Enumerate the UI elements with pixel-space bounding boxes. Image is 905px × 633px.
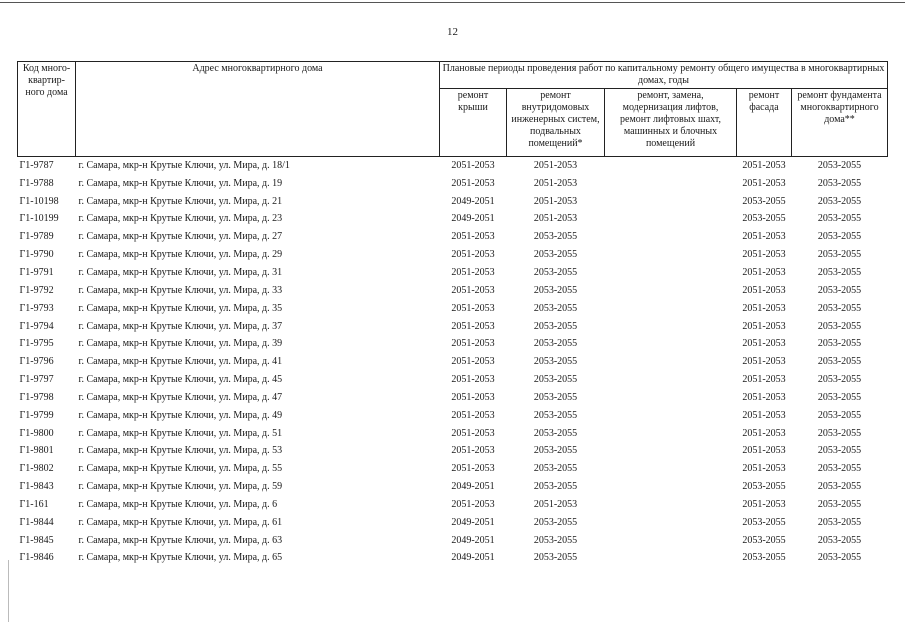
row-lifts-period (605, 514, 737, 532)
row-foundation-period: 2053-2055 (817, 177, 862, 189)
row-address: г. Самара, мкр-н Крутые Ключи, ул. Мира, д. 18/1 (78, 159, 290, 171)
table-row (18, 353, 888, 371)
row-lifts-period (605, 193, 737, 211)
row-roof-period: 2049-2051 (451, 481, 495, 493)
table-row (18, 425, 888, 443)
row-systems-period: 2053-2055 (533, 231, 578, 243)
row-roof-period: 2051-2053 (451, 445, 495, 457)
row-facade-period: 2051-2053 (742, 427, 786, 439)
row-facade-period: 2051-2053 (742, 231, 786, 243)
row-address: г. Самара, мкр-н Крутые Ключи, ул. Мира, д. 45 (78, 374, 283, 386)
row-systems-period: 2053-2055 (533, 463, 578, 475)
table-header (18, 62, 888, 157)
row-code: Г1-9799 (19, 409, 54, 421)
row-roof-period: 2051-2053 (451, 249, 495, 261)
top-rule (0, 2, 905, 3)
row-facade-period: 2051-2053 (742, 284, 786, 296)
row-facade-period: 2051-2053 (742, 320, 786, 332)
row-code: Г1-9791 (19, 266, 54, 278)
table-row (18, 371, 888, 389)
row-lifts-period (605, 371, 737, 389)
row-lifts-period (605, 496, 737, 514)
row-roof-period: 2051-2053 (451, 159, 495, 171)
row-code: Г1-9787 (19, 159, 54, 171)
table-row (18, 550, 888, 568)
row-facade-period: 2051-2053 (742, 409, 786, 421)
row-lifts-period (605, 211, 737, 229)
row-address: г. Самара, мкр-н Крутые Ключи, ул. Мира, д. 31 (78, 266, 283, 278)
row-foundation-period: 2053-2055 (817, 427, 862, 439)
row-code: Г1-9790 (19, 249, 54, 261)
table-row (18, 193, 888, 211)
row-foundation-period: 2053-2055 (817, 213, 862, 225)
row-systems-period: 2053-2055 (533, 249, 578, 261)
row-code: Г1-9788 (19, 177, 54, 189)
row-facade-period: 2053-2055 (742, 516, 786, 528)
row-lifts-period (605, 478, 737, 496)
row-foundation-period: 2053-2055 (817, 231, 862, 243)
table-row (18, 211, 888, 229)
row-foundation-period: 2053-2055 (817, 195, 862, 207)
row-facade-period: 2051-2053 (742, 356, 786, 368)
row-systems-period: 2053-2055 (533, 391, 578, 403)
row-address: г. Самара, мкр-н Крутые Ключи, ул. Мира, д. 29 (78, 249, 283, 261)
row-foundation-period: 2053-2055 (817, 552, 862, 564)
table-row (18, 514, 888, 532)
table-row (18, 300, 888, 318)
row-lifts-period (605, 335, 737, 353)
row-code: Г1-10198 (19, 195, 59, 207)
row-foundation-period: 2053-2055 (817, 445, 862, 457)
row-systems-period: 2051-2053 (533, 159, 578, 171)
row-systems-period: 2053-2055 (533, 284, 578, 296)
row-roof-period: 2049-2051 (451, 195, 495, 207)
row-foundation-period: 2053-2055 (817, 302, 862, 314)
row-systems-period: 2053-2055 (533, 445, 578, 457)
row-roof-period: 2051-2053 (451, 374, 495, 386)
row-roof-period: 2049-2051 (451, 213, 495, 225)
row-address: г. Самара, мкр-н Крутые Ключи, ул. Мира, д. 65 (78, 552, 283, 564)
row-lifts-period (605, 157, 737, 175)
row-systems-period: 2053-2055 (533, 516, 578, 528)
repair-schedule-table (17, 61, 888, 567)
header-systems: ремонт внутридомовых инженерных систем, подвальных помещений* (507, 89, 605, 157)
row-address: г. Самара, мкр-н Крутые Ключи, ул. Мира, д. 35 (78, 302, 283, 314)
table-row (18, 246, 888, 264)
table-row (18, 228, 888, 246)
row-lifts-period (605, 264, 737, 282)
row-address: г. Самара, мкр-н Крутые Ключи, ул. Мира, д. 41 (78, 356, 283, 368)
row-facade-period: 2053-2055 (742, 552, 786, 564)
row-code: Г1-9792 (19, 284, 54, 296)
row-lifts-period (605, 228, 737, 246)
row-code: Г1-9844 (19, 516, 54, 528)
row-code: Г1-9802 (19, 463, 54, 475)
row-roof-period: 2051-2053 (451, 302, 495, 314)
row-address: г. Самара, мкр-н Крутые Ключи, ул. Мира, д. 23 (78, 213, 283, 225)
row-systems-period: 2053-2055 (533, 302, 578, 314)
table-row (18, 407, 888, 425)
row-systems-period: 2051-2053 (533, 177, 578, 189)
row-roof-period: 2051-2053 (451, 463, 495, 475)
row-facade-period: 2053-2055 (742, 213, 786, 225)
row-facade-period: 2051-2053 (742, 338, 786, 350)
row-address: г. Самара, мкр-н Крутые Ключи, ул. Мира, д. 55 (78, 463, 283, 475)
header-code: Код много-квартир-ного дома (18, 62, 76, 157)
row-address: г. Самара, мкр-н Крутые Ключи, ул. Мира, д. 19 (78, 177, 283, 189)
row-systems-period: 2053-2055 (533, 374, 578, 386)
table-row (18, 460, 888, 478)
table-row (18, 532, 888, 550)
row-facade-period: 2053-2055 (742, 195, 786, 207)
row-foundation-period: 2053-2055 (817, 409, 862, 421)
row-lifts-period (605, 532, 737, 550)
row-lifts-period (605, 425, 737, 443)
row-roof-period: 2051-2053 (451, 266, 495, 278)
row-address: г. Самара, мкр-н Крутые Ключи, ул. Мира, д. 47 (78, 391, 283, 403)
row-systems-period: 2053-2055 (533, 534, 578, 546)
table-row (18, 443, 888, 461)
row-roof-period: 2051-2053 (451, 427, 495, 439)
row-code: Г1-9789 (19, 231, 54, 243)
row-systems-period: 2053-2055 (533, 481, 578, 493)
row-foundation-period: 2053-2055 (817, 320, 862, 332)
row-address: г. Самара, мкр-н Крутые Ключи, ул. Мира, д. 63 (78, 534, 283, 546)
row-roof-period: 2051-2053 (451, 320, 495, 332)
row-address: г. Самара, мкр-н Крутые Ключи, ул. Мира, д. 33 (78, 284, 283, 296)
row-facade-period: 2051-2053 (742, 463, 786, 475)
row-facade-period: 2051-2053 (742, 374, 786, 386)
row-facade-period: 2051-2053 (742, 159, 786, 171)
table-row (18, 157, 888, 175)
row-code: Г1-9845 (19, 534, 54, 546)
header-planned-periods: Плановые периоды проведения работ по капитальному ремонту общего имущества в многоквартирных домах, годы (440, 62, 888, 89)
row-lifts-period (605, 353, 737, 371)
row-facade-period: 2051-2053 (742, 445, 786, 457)
row-facade-period: 2051-2053 (742, 249, 786, 261)
row-roof-period: 2051-2053 (451, 409, 495, 421)
row-address: г. Самара, мкр-н Крутые Ключи, ул. Мира, д. 21 (78, 195, 283, 207)
row-foundation-period: 2053-2055 (817, 374, 862, 386)
header-lifts: ремонт, замена, модернизация лифтов, ремонт лифтовых шахт, машинных и блочных помещений (605, 89, 737, 157)
row-code: Г1-9796 (19, 356, 54, 368)
table-row (18, 282, 888, 300)
row-code: Г1-9846 (19, 552, 54, 564)
row-roof-period: 2051-2053 (451, 177, 495, 189)
row-roof-period: 2049-2051 (451, 516, 495, 528)
row-code: Г1-9793 (19, 302, 54, 314)
row-foundation-period: 2053-2055 (817, 159, 862, 171)
row-systems-period: 2053-2055 (533, 409, 578, 421)
row-systems-period: 2053-2055 (533, 338, 578, 350)
header-address: Адрес многоквартирного дома (76, 62, 440, 157)
row-systems-period: 2051-2053 (533, 195, 578, 207)
header-foundation: ремонт фундамента многоквартирного дома** (792, 89, 888, 157)
table-body (18, 157, 888, 568)
table-row (18, 318, 888, 336)
row-foundation-period: 2053-2055 (817, 481, 862, 493)
table-row (18, 335, 888, 353)
row-address: г. Самара, мкр-н Крутые Ключи, ул. Мира, д. 51 (78, 427, 283, 439)
row-facade-period: 2051-2053 (742, 498, 786, 510)
row-code: Г1-10199 (19, 213, 59, 225)
row-address: г. Самара, мкр-н Крутые Ключи, ул. Мира, д. 61 (78, 516, 283, 528)
row-foundation-period: 2053-2055 (817, 266, 862, 278)
row-systems-period: 2053-2055 (533, 320, 578, 332)
row-code: Г1-9798 (19, 391, 54, 403)
row-foundation-period: 2053-2055 (817, 356, 862, 368)
page-number: 12 (447, 26, 458, 38)
row-address: г. Самара, мкр-н Крутые Ключи, ул. Мира, д. 6 (78, 498, 278, 510)
row-foundation-period: 2053-2055 (817, 391, 862, 403)
row-lifts-period (605, 443, 737, 461)
row-foundation-period: 2053-2055 (817, 338, 862, 350)
row-foundation-period: 2053-2055 (817, 516, 862, 528)
row-code: Г1-9797 (19, 374, 54, 386)
table-row (18, 478, 888, 496)
row-roof-period: 2051-2053 (451, 498, 495, 510)
table-row (18, 496, 888, 514)
row-code: Г1-9801 (19, 445, 54, 457)
row-foundation-period: 2053-2055 (817, 534, 862, 546)
row-address: г. Самара, мкр-н Крутые Ключи, ул. Мира, д. 27 (78, 231, 283, 243)
row-code: Г1-9795 (19, 338, 54, 350)
header-facade: ремонт фасада (737, 89, 792, 157)
row-address: г. Самара, мкр-н Крутые Ключи, ул. Мира, д. 37 (78, 320, 283, 332)
row-code: Г1-9843 (19, 481, 54, 493)
row-facade-period: 2051-2053 (742, 391, 786, 403)
row-foundation-period: 2053-2055 (817, 498, 862, 510)
header-roof: ремонт крыши (440, 89, 507, 157)
row-address: г. Самара, мкр-н Крутые Ключи, ул. Мира, д. 49 (78, 409, 283, 421)
row-roof-period: 2049-2051 (451, 534, 495, 546)
row-foundation-period: 2053-2055 (817, 284, 862, 296)
row-lifts-period (605, 246, 737, 264)
row-foundation-period: 2053-2055 (817, 463, 862, 475)
row-lifts-period (605, 550, 737, 568)
row-code: Г1-161 (19, 498, 49, 510)
row-lifts-period (605, 175, 737, 193)
row-facade-period: 2051-2053 (742, 177, 786, 189)
row-address: г. Самара, мкр-н Крутые Ключи, ул. Мира, д. 39 (78, 338, 283, 350)
row-address: г. Самара, мкр-н Крутые Ключи, ул. Мира, д. 53 (78, 445, 283, 457)
row-systems-period: 2053-2055 (533, 356, 578, 368)
row-lifts-period (605, 318, 737, 336)
row-address: г. Самара, мкр-н Крутые Ключи, ул. Мира, д. 59 (78, 481, 283, 493)
row-roof-period: 2051-2053 (451, 356, 495, 368)
row-facade-period: 2051-2053 (742, 266, 786, 278)
row-systems-period: 2051-2053 (533, 213, 578, 225)
row-lifts-period (605, 460, 737, 478)
row-roof-period: 2051-2053 (451, 338, 495, 350)
row-code: Г1-9800 (19, 427, 54, 439)
row-lifts-period (605, 282, 737, 300)
scan-artifact-line (8, 560, 9, 622)
row-lifts-period (605, 407, 737, 425)
row-facade-period: 2053-2055 (742, 481, 786, 493)
row-foundation-period: 2053-2055 (817, 249, 862, 261)
row-lifts-period (605, 300, 737, 318)
row-roof-period: 2049-2051 (451, 552, 495, 564)
table-row (18, 264, 888, 282)
row-facade-period: 2051-2053 (742, 302, 786, 314)
row-code: Г1-9794 (19, 320, 54, 332)
row-lifts-period (605, 389, 737, 407)
row-systems-period: 2051-2053 (533, 498, 578, 510)
row-roof-period: 2051-2053 (451, 231, 495, 243)
row-facade-period: 2053-2055 (742, 534, 786, 546)
row-systems-period: 2053-2055 (533, 427, 578, 439)
row-systems-period: 2053-2055 (533, 552, 578, 564)
row-systems-period: 2053-2055 (533, 266, 578, 278)
table-row (18, 175, 888, 193)
row-roof-period: 2051-2053 (451, 284, 495, 296)
row-roof-period: 2051-2053 (451, 391, 495, 403)
table-row (18, 389, 888, 407)
